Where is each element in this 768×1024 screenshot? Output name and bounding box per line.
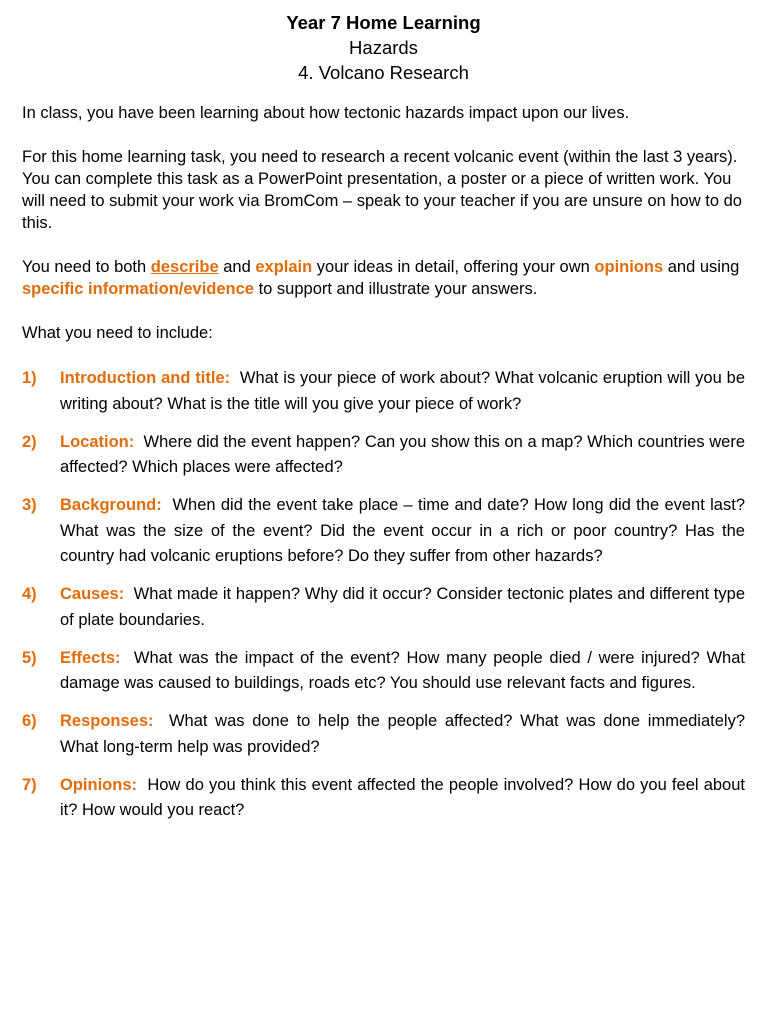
list-item-number: 4) xyxy=(22,585,37,603)
list-item-text: What was done to help the people affected? What was done immediately? What long-term help was provided? xyxy=(60,712,745,756)
intro-paragraph-1: In class, you have been learning about how tectonic hazards impact upon our lives. xyxy=(22,104,630,122)
intro-p3-text-1: You need to both xyxy=(22,258,151,276)
document-task: 4. Volcano Research xyxy=(298,62,469,83)
list-item-text: What made it happen? Why did it occur? Consider tectonic plates and different type of plate boundaries. xyxy=(60,585,745,629)
list-item-text: When did the event take place – time and date? How long did the event last? What was the size of the event? Did the event occur in a rich or poor country? Has the country had volcanic eruptions before? Do they suffer from other hazards? xyxy=(60,496,745,565)
keyword-explain: explain xyxy=(255,258,313,276)
keyword-specific-information: specific information/evidence xyxy=(22,280,254,298)
list-item-text: What was the impact of the event? How many people died / were injured? What damage was caused to buildings, roads etc? You should use relevant facts and figures. xyxy=(60,648,745,692)
list-item xyxy=(22,430,745,481)
intro-p3-text-3: your ideas in detail, offering your own xyxy=(312,258,595,276)
document-header xyxy=(22,10,745,85)
list-item-label: Responses: xyxy=(60,712,154,730)
list-item xyxy=(22,582,745,633)
list-item-text: How do you think this event affected the people involved? How do you feel about it? How would you react? xyxy=(60,775,745,819)
list-item-number: 1) xyxy=(22,369,37,387)
list-item-text: What is your piece of work about? What volcanic eruption will you be writing about? What is the title will you give your piece of work? xyxy=(60,369,745,413)
document-subject: Hazards xyxy=(349,37,418,58)
list-item-label: Effects: xyxy=(60,648,121,667)
list-item-label: Causes: xyxy=(60,585,125,603)
intro-section xyxy=(22,102,745,344)
list-item-label: Location: xyxy=(60,432,135,451)
list-item-label: Introduction and title: xyxy=(60,369,231,387)
keyword-opinions: opinions xyxy=(594,258,664,276)
intro-p3-text-4: and using xyxy=(663,258,740,276)
list-item-number: 3) xyxy=(22,496,37,514)
list-item-label: Opinions: xyxy=(60,775,137,794)
list-item-number: 6) xyxy=(22,712,37,730)
keyword-describe: describe xyxy=(150,258,219,276)
list-item-text: Where did the event happen? Can you show this on a map? Which countries were affected? Which places were affected? xyxy=(60,432,746,476)
list-item-number: 5) xyxy=(22,648,37,667)
list-item-number: 7) xyxy=(22,775,37,794)
list-item-number: 2) xyxy=(22,432,37,451)
list-item xyxy=(22,773,745,824)
list-item xyxy=(22,646,745,697)
intro-paragraph-3 xyxy=(22,256,745,300)
document-title: Year 7 Home Learning xyxy=(286,12,481,33)
intro-paragraph-4: What you need to include: xyxy=(22,324,213,342)
requirements-list xyxy=(22,366,745,824)
list-item-label: Background: xyxy=(60,496,162,514)
list-item xyxy=(22,709,745,760)
intro-p3-text-2: and xyxy=(218,258,256,276)
intro-paragraph-2: For this home learning task, you need to research a recent volcanic event (within the last 3 years). You can complete this task as a PowerPoint presentation, a poster or a piece of written work. You will need to submit your work via BromCom – speak to your teacher if you are unsure on how to do this. xyxy=(22,148,742,232)
list-item xyxy=(22,366,745,417)
intro-p3-text-5: to support and illustrate your answers. xyxy=(253,280,538,298)
list-item xyxy=(22,493,745,570)
